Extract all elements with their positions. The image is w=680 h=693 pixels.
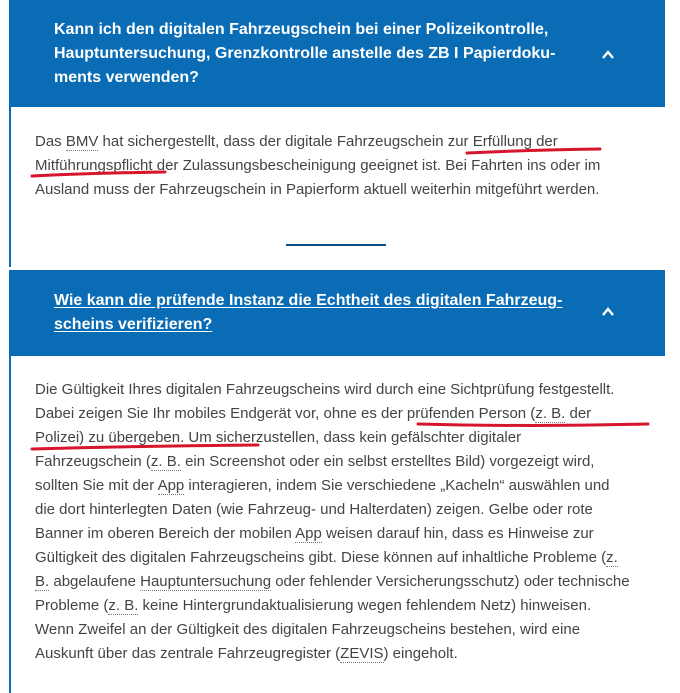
faq-2-question[interactable] bbox=[54, 289, 594, 337]
answer-text: oder fehlender Versicherungsschutz) oder technische Probleme ( bbox=[35, 573, 630, 614]
answer-text: abgelaufene bbox=[49, 573, 141, 590]
answer-text: hat sichergestellt, dass der digitale Fahrzeugschein zur Erfüllung der Mitführungspflicht der Zulassungsbescheinigung geeignet ist. Bei Fahrten ins oder im Ausland muss der Fahrzeugschein in Papierform aktuell weiterhin mitgeführt werden. bbox=[35, 133, 601, 198]
answer-text: ein Screenshot oder ein selbst erstelltes Bild) vorgezeigt wird, sollten Sie mit der bbox=[35, 453, 595, 494]
abbr-zb: z. B. bbox=[150, 453, 181, 470]
faq-2-question-line: scheins verifizieren? bbox=[54, 316, 213, 333]
divider bbox=[286, 244, 386, 246]
answer-text: weisen darauf hin, dass es Hinweise zur Gültigkeit des digitalen Fahrzeugscheins gibt. Diese können auf inhaltliche Probleme ( bbox=[35, 525, 607, 566]
faq-1-answer bbox=[35, 130, 630, 202]
answer-text: der Polizei) zu übergeben. Um sicherzustellen, dass kein gefälschter digitaler Fahrzeugschein ( bbox=[35, 405, 592, 470]
chevron-up-icon[interactable] bbox=[601, 48, 615, 62]
faq-1-answer-panel bbox=[9, 107, 665, 267]
faq-2-answer-panel bbox=[9, 356, 665, 693]
faq-2-question-line: Wie kann die prüfende Instanz die Echtheit des digitalen Fahrzeug- bbox=[54, 292, 563, 309]
answer-text: Die Gültigkeit Ihres digitalen Fahrzeugscheins wird durch eine Sichtprüfung festgestellt. Dabei zeigen Sie Ihr mobiles Endgerät vor, ohne es der prüfenden Person ( bbox=[35, 381, 615, 422]
abbr-zb: z. B. bbox=[35, 549, 618, 590]
abbr-zevis: ZEVIS bbox=[340, 645, 384, 662]
faq-1-question-line: ments verwenden? bbox=[54, 69, 199, 86]
answer-text: keine Hintergrundaktualisierung wegen fehlendem Netz) hinweisen. Wenn Zweifel an der Gültigkeit des digitalen Fahrzeugscheins bestehen, wird eine Auskunft über das zentrale Fahrzeugregister ( bbox=[35, 597, 592, 662]
faq-1-question-line: Kann ich den digitalen Fahrzeugschein bei einer Polizeikontrolle, bbox=[54, 21, 549, 38]
faq-2-answer bbox=[35, 378, 630, 666]
answer-text: ) eingeholt. bbox=[383, 645, 458, 662]
faq-1-question bbox=[54, 18, 594, 90]
abbr-hauptuntersuchung: Hauptuntersuchung bbox=[140, 573, 272, 590]
abbr-app: App bbox=[157, 477, 185, 494]
faq-1-header[interactable] bbox=[9, 0, 665, 107]
abbr-zb: z. B. bbox=[535, 405, 566, 422]
abbr-bmv: BMV bbox=[65, 133, 99, 150]
chevron-up-icon[interactable] bbox=[601, 305, 615, 319]
faq-1-question-line: Hauptuntersuchung, Grenzkontrolle anstelle des ZB I Papierdoku- bbox=[54, 45, 556, 62]
abbr-app: App bbox=[295, 525, 322, 542]
abbr-zb: z. B. bbox=[108, 597, 139, 614]
answer-text: interagieren, indem Sie verschiedene „Kacheln“ auswählen und die dort hinterlegten Daten (wie Fahrzeug- und Halterdaten) zeigen. Gelbe oder rote Banner im oberen Bereich der mobilen bbox=[35, 477, 610, 542]
answer-text: Das bbox=[35, 133, 66, 150]
faq-2-header[interactable] bbox=[9, 270, 665, 356]
